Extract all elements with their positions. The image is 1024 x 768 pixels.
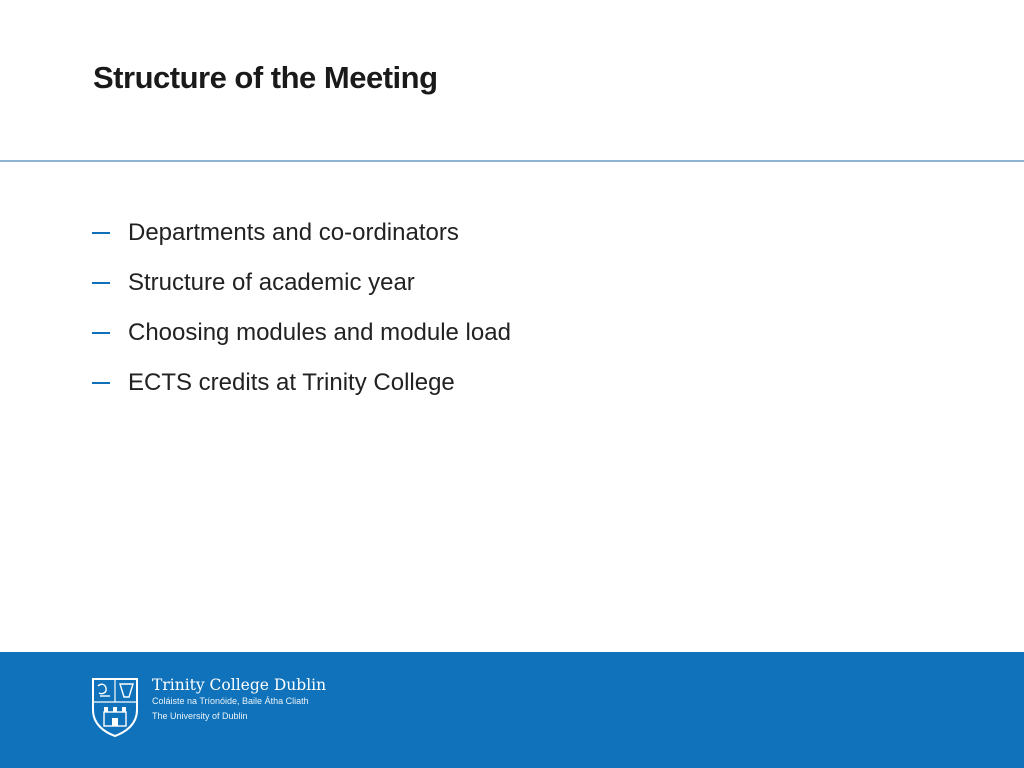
trinity-crest-icon	[91, 676, 139, 738]
bullet-text: ECTS credits at Trinity College	[128, 369, 455, 396]
footer-band	[0, 652, 1024, 768]
bullet-text: Choosing modules and module load	[128, 319, 511, 346]
institution-name: Trinity College Dublin	[152, 676, 327, 694]
bullet-text: Departments and co-ordinators	[128, 219, 459, 246]
bullet-item	[92, 358, 511, 408]
dash-bullet-icon	[92, 382, 110, 384]
slide-title: Structure of the Meeting	[93, 60, 438, 95]
dash-bullet-icon	[92, 232, 110, 234]
title-divider	[0, 160, 1024, 162]
institution-logo	[152, 676, 326, 724]
institution-subtitle: The University of Dublin	[152, 711, 248, 721]
dash-bullet-icon	[92, 282, 110, 284]
bullet-list	[92, 208, 511, 408]
institution-irish-name: Coláiste na Tríonóide, Baile Átha Cliath	[152, 696, 309, 706]
bullet-item	[92, 308, 511, 358]
bullet-text: Structure of academic year	[128, 269, 415, 296]
bullet-item	[92, 258, 511, 308]
bullet-item	[92, 208, 511, 258]
dash-bullet-icon	[92, 332, 110, 334]
